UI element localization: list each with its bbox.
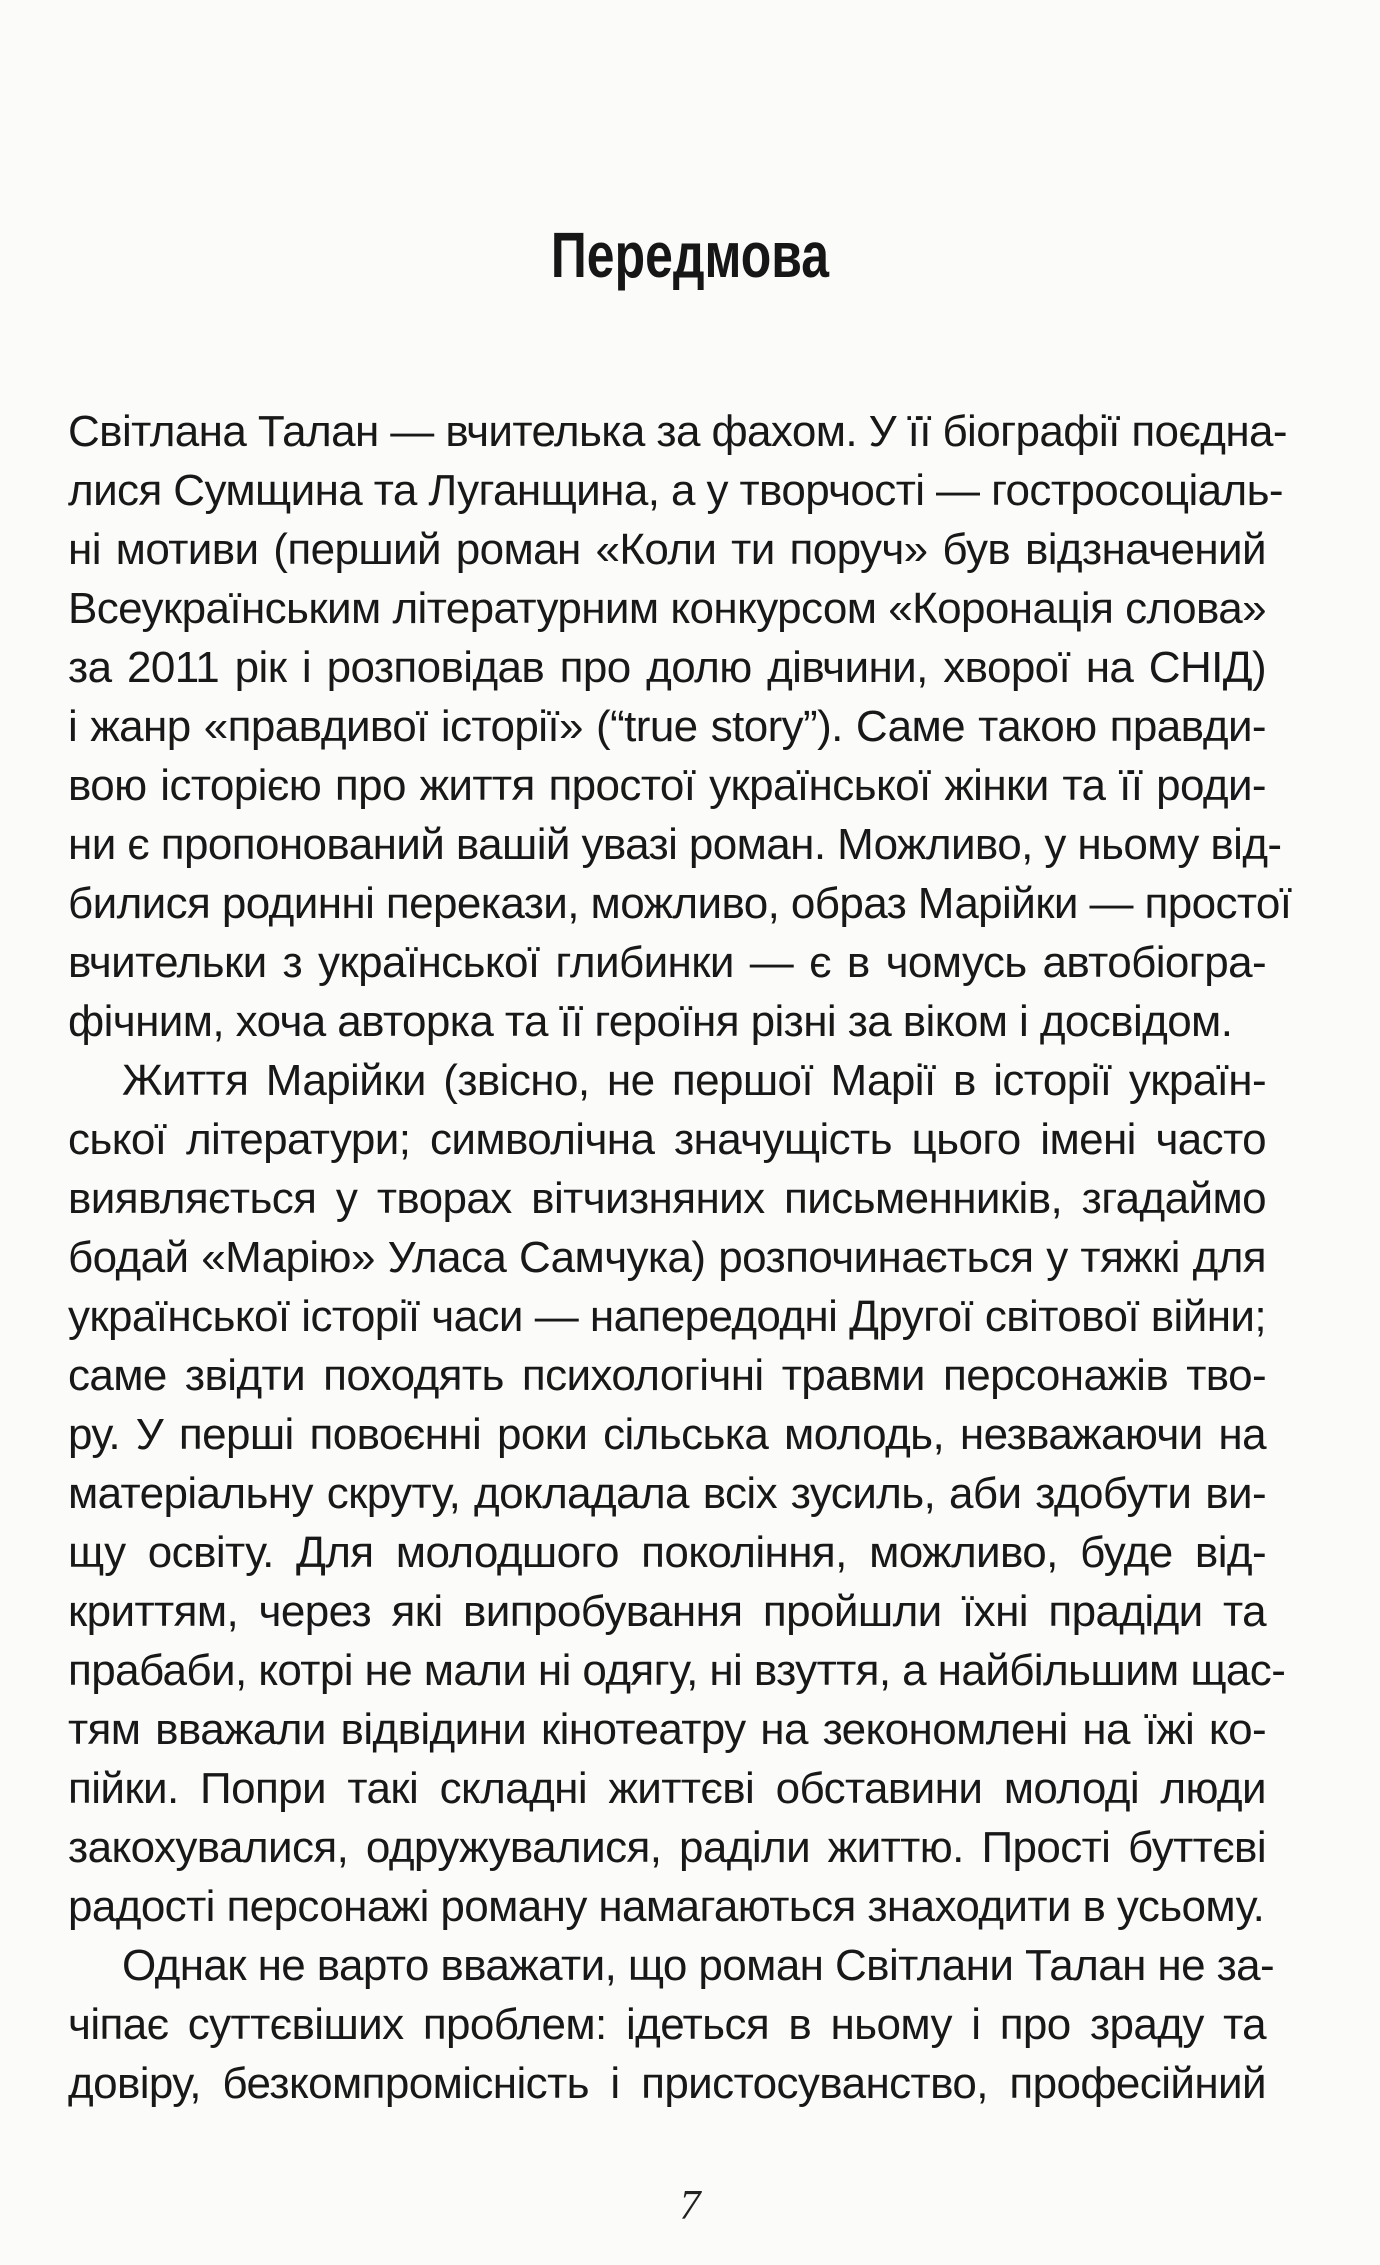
text-line: радості персонажі роману намагаються знаходити в усьому. [68,1882,1265,1931]
text-line: тям вважали відвідини кінотеатру на зекономлені на їжі ко- [68,1705,1266,1754]
text-line: Світлана Талан — вчителька за фахом. У її біографії поєдна- [68,407,1287,456]
text-line: саме звідти походять психологічні травми персонажів тво- [68,1351,1266,1400]
text-line: ської літератури; символічна значущість цього імені часто [68,1115,1266,1164]
text-line: і жанр «правдивої історії» (“true story”). Саме такою правди- [68,702,1266,751]
text-line: вою історією про життя простої української жінки та її роди- [68,761,1266,810]
text-line: за 2011 рік і розповідав про долю дівчини, хворої на СНІД) [68,643,1266,692]
text-line: фічним, хоча авторка та її героїня різні за віком і досвідом. [68,997,1233,1046]
text-line: ни є пропонований вашій увазі роман. Можливо, у ньому від- [68,820,1282,869]
page-number: 7 [679,2183,701,2229]
text-line: щу освіту. Для молодшого покоління, можливо, буде від- [68,1528,1266,1577]
text-line: матеріальну скруту, докладала всіх зусиль, аби здобути ви- [68,1469,1266,1518]
text-line: закохувалися, одружувалися, раділи життю. Прості буттєві [68,1823,1266,1872]
text-line: пійки. Попри такі складні життєві обставини молоді люди [68,1764,1266,1813]
text-line: виявляється у творах вітчизняних письменників, згадаймо [68,1174,1266,1223]
text-line: Однак не варто вважати, що роман Світлани Талан не за- [122,1941,1275,1990]
text-line: чіпає суттєвіших проблем: ідеться в ньому і про зраду та [68,2000,1266,2049]
text-line: української історії часи — напередодні Другої світової війни; [68,1292,1266,1341]
text-line: Всеукраїнським літературним конкурсом «Коронація слова» [68,584,1266,633]
page-title: Передмова [550,219,830,291]
text-line: бодай «Марію» Уласа Самчука) розпочинається у тяжкі для [68,1233,1266,1282]
text-line: прабаби, котрі не мали ні одягу, ні взуття, а найбільшим щас- [68,1646,1286,1695]
text-line: Життя Марійки (звісно, не першої Марії в історії україн- [122,1056,1266,1105]
text-line: ні мотиви (перший роман «Коли ти поруч» був відзначений [68,525,1266,574]
text-line: билися родинні перекази, можливо, образ Марійки — простої [68,879,1292,928]
text-line: довіру, безкомпромісність і пристосуванство, професійний [68,2059,1266,2108]
text-line: лися Сумщина та Луганщина, а у творчості — гостросоціаль- [68,466,1283,515]
text-line: криттям, через які випробування пройшли їхні прадіди та [68,1587,1266,1636]
text-line: вчительки з української глибинки — є в чомусь автобіогра- [68,938,1266,987]
text-line: ру. У перші повоєнні роки сільська молодь, незважаючи на [68,1410,1266,1459]
